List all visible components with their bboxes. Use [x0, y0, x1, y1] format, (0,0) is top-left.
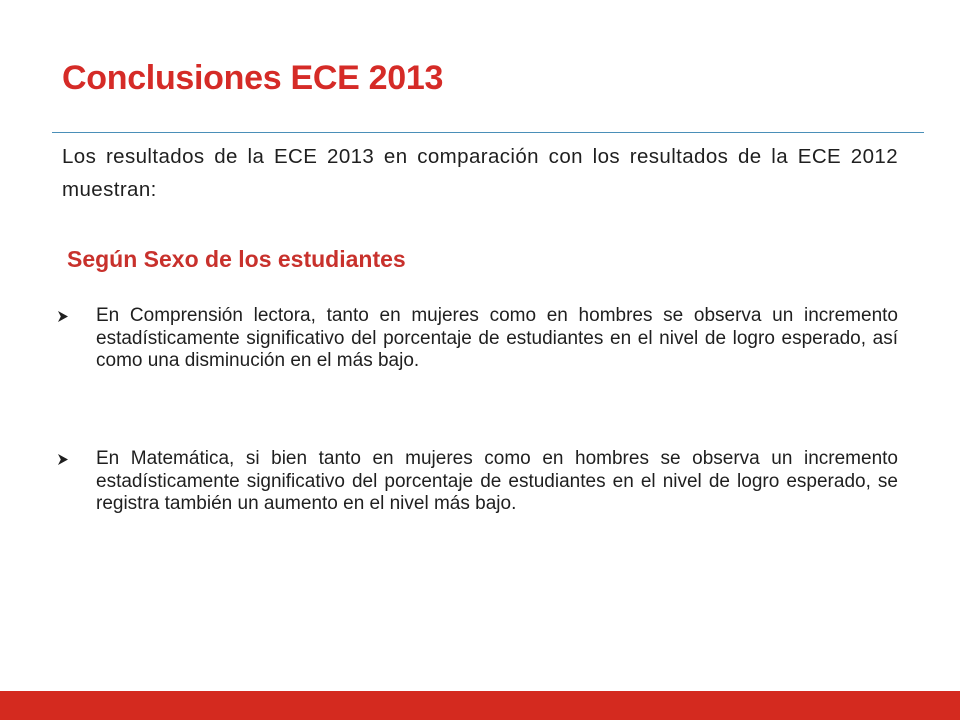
- slide-title: Conclusiones ECE 2013: [62, 59, 444, 97]
- bullet-item: [58, 305, 898, 373]
- title-divider: [52, 132, 924, 133]
- arrowhead-bullet-icon: [58, 448, 96, 465]
- intro-paragraph: Los resultados de la ECE 2013 en comparación con los resultados de la ECE 2012 muestran:: [62, 145, 898, 201]
- bullet-text: En Comprensión lectora, tanto en mujeres como en hombres se observa un incremento estadísticamente significativo del porcentaje de estudiantes en el nivel de logro esperado, así como una disminución en el más bajo.: [96, 305, 898, 372]
- footer-bar: [0, 691, 960, 720]
- bullet-item: [58, 448, 898, 516]
- arrowhead-bullet-icon: [58, 305, 96, 322]
- section-heading: Según Sexo de los estudiantes: [67, 246, 406, 272]
- bullet-text: En Matemática, si bien tanto en mujeres como en hombres se observa un incremento estadísticamente significativo del porcentaje de estudiantes en el nivel de logro esperado, se registra también un aumento en el nivel más bajo.: [96, 448, 898, 515]
